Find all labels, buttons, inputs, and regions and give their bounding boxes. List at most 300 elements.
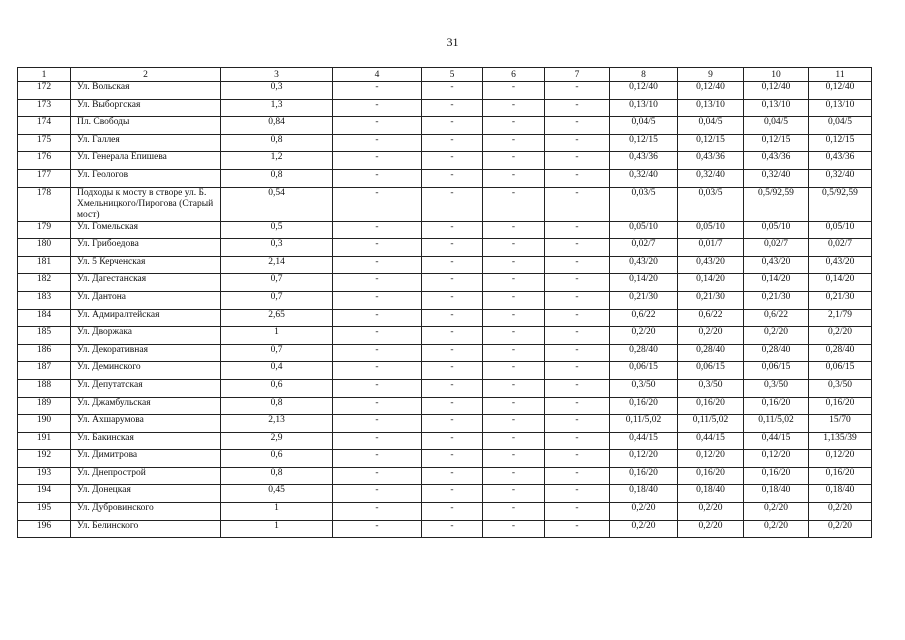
length-value: 0,8 [221,134,333,152]
length-value: 0,8 [221,397,333,415]
column-header-10: 10 [744,68,809,82]
street-name: Ул. Депутатская [71,379,221,397]
table-row [18,99,872,117]
empty-value: - [483,503,545,521]
empty-value: - [422,485,483,503]
empty-value: - [545,450,610,468]
empty-value: - [545,503,610,521]
table-row [18,187,872,221]
ratio-value: 0,12/40 [610,82,678,100]
street-name: Ул. Дубровинского [71,503,221,521]
table-row [18,256,872,274]
row-number: 173 [18,99,71,117]
table-row [18,169,872,187]
length-value: 0,8 [221,467,333,485]
empty-value: - [333,450,422,468]
empty-value: - [545,239,610,257]
ratio-value: 0,12/15 [809,134,872,152]
length-value: 0,6 [221,450,333,468]
ratio-value: 0,04/5 [744,117,809,135]
empty-value: - [422,520,483,538]
empty-value: - [333,256,422,274]
empty-value: - [545,397,610,415]
empty-value: - [422,344,483,362]
ratio-value: 0,2/20 [610,327,678,345]
row-number: 193 [18,467,71,485]
ratio-value: 0,43/20 [610,256,678,274]
column-header-6: 6 [483,68,545,82]
street-name: Подходы к мосту в створе ул. Б. Хмельницкого/Пирогова (Старый мост) [71,187,221,221]
street-name: Ул. Днепрострой [71,467,221,485]
empty-value: - [422,362,483,380]
row-number: 176 [18,152,71,170]
empty-value: - [545,432,610,450]
table-body [18,82,872,538]
empty-value: - [545,362,610,380]
ratio-value: 0,21/30 [610,291,678,309]
ratio-value: 0,06/15 [610,362,678,380]
empty-value: - [422,432,483,450]
empty-value: - [545,117,610,135]
empty-value: - [333,169,422,187]
row-number: 180 [18,239,71,257]
ratio-value: 0,6/22 [678,309,744,327]
table-row [18,362,872,380]
ratio-value: 0,2/20 [678,327,744,345]
column-header-3: 3 [221,68,333,82]
empty-value: - [422,503,483,521]
ratio-value: 0,28/40 [809,344,872,362]
empty-value: - [483,152,545,170]
row-number: 184 [18,309,71,327]
empty-value: - [422,134,483,152]
empty-value: - [483,362,545,380]
empty-value: - [333,327,422,345]
column-header-2: 2 [71,68,221,82]
ratio-value: 0,43/36 [744,152,809,170]
street-name: Ул. Геологов [71,169,221,187]
empty-value: - [333,362,422,380]
empty-value: - [333,291,422,309]
length-value: 1 [221,520,333,538]
street-name: Ул. Донецкая [71,485,221,503]
row-number: 188 [18,379,71,397]
street-name: Ул. Грибоедова [71,239,221,257]
street-name: Ул. Деминского [71,362,221,380]
empty-value: - [483,415,545,433]
row-number: 187 [18,362,71,380]
ratio-value: 1,135/39 [809,432,872,450]
ratio-value: 0,32/40 [678,169,744,187]
row-number: 186 [18,344,71,362]
ratio-value: 0,2/20 [678,520,744,538]
table-row [18,327,872,345]
empty-value: - [545,134,610,152]
ratio-value: 0,12/20 [744,450,809,468]
street-name: Пл. Свободы [71,117,221,135]
ratio-value: 0,05/10 [744,221,809,239]
ratio-value: 0,5/92,59 [809,187,872,221]
street-name: Ул. Генерала Епишева [71,152,221,170]
ratio-value: 0,14/20 [809,274,872,292]
row-number: 183 [18,291,71,309]
header-row [18,68,872,82]
ratio-value: 0,43/36 [809,152,872,170]
street-name: Ул. Дантона [71,291,221,309]
ratio-value: 0,16/20 [610,467,678,485]
data-table [17,67,872,538]
table-row [18,274,872,292]
row-number: 195 [18,503,71,521]
ratio-value: 0,01/7 [678,239,744,257]
empty-value: - [483,256,545,274]
empty-value: - [545,467,610,485]
table-row [18,82,872,100]
ratio-value: 0,44/15 [744,432,809,450]
table-row [18,152,872,170]
ratio-value: 0,2/20 [678,503,744,521]
ratio-value: 0,16/20 [809,467,872,485]
ratio-value: 0,13/10 [610,99,678,117]
row-number: 178 [18,187,71,221]
row-number: 196 [18,520,71,538]
ratio-value: 0,12/15 [744,134,809,152]
ratio-value: 0,02/7 [610,239,678,257]
empty-value: - [483,520,545,538]
row-number: 175 [18,134,71,152]
ratio-value: 0,12/15 [678,134,744,152]
ratio-value: 0,16/20 [744,467,809,485]
length-value: 1,3 [221,99,333,117]
street-name: Ул. Дагестанская [71,274,221,292]
ratio-value: 0,6/22 [744,309,809,327]
empty-value: - [333,309,422,327]
table-row [18,239,872,257]
empty-value: - [545,82,610,100]
table-row [18,379,872,397]
empty-value: - [483,221,545,239]
table-row [18,520,872,538]
ratio-value: 0,06/15 [678,362,744,380]
empty-value: - [422,274,483,292]
ratio-value: 0,21/30 [809,291,872,309]
empty-value: - [422,187,483,221]
row-number: 192 [18,450,71,468]
empty-value: - [545,520,610,538]
column-header-8: 8 [610,68,678,82]
empty-value: - [545,274,610,292]
empty-value: - [483,379,545,397]
street-name: Ул. Димитрова [71,450,221,468]
ratio-value: 0,43/20 [678,256,744,274]
ratio-value: 0,16/20 [678,397,744,415]
ratio-value: 0,2/20 [744,520,809,538]
empty-value: - [333,221,422,239]
empty-value: - [333,344,422,362]
empty-value: - [422,256,483,274]
row-number: 185 [18,327,71,345]
empty-value: - [333,274,422,292]
ratio-value: 0,03/5 [678,187,744,221]
length-value: 0,3 [221,82,333,100]
empty-value: - [483,309,545,327]
street-name: Ул. 5 Керченская [71,256,221,274]
table-row [18,291,872,309]
ratio-value: 2,1/79 [809,309,872,327]
empty-value: - [483,239,545,257]
ratio-value: 0,12/20 [610,450,678,468]
ratio-value: 0,44/15 [678,432,744,450]
ratio-value: 0,2/20 [809,520,872,538]
empty-value: - [422,415,483,433]
empty-value: - [545,99,610,117]
empty-value: - [333,520,422,538]
length-value: 0,3 [221,239,333,257]
empty-value: - [483,134,545,152]
row-number: 179 [18,221,71,239]
length-value: 0,7 [221,291,333,309]
ratio-value: 0,43/20 [809,256,872,274]
ratio-value: 0,12/40 [744,82,809,100]
ratio-value: 0,18/40 [744,485,809,503]
empty-value: - [333,99,422,117]
empty-value: - [545,152,610,170]
row-number: 189 [18,397,71,415]
ratio-value: 0,28/40 [610,344,678,362]
length-value: 0,7 [221,344,333,362]
ratio-value: 0,05/10 [678,221,744,239]
ratio-value: 0,04/5 [678,117,744,135]
row-number: 181 [18,256,71,274]
empty-value: - [545,187,610,221]
empty-value: - [333,503,422,521]
ratio-value: 0,14/20 [610,274,678,292]
empty-value: - [483,450,545,468]
length-value: 2,65 [221,309,333,327]
ratio-value: 0,44/15 [610,432,678,450]
ratio-value: 0,13/10 [744,99,809,117]
empty-value: - [483,274,545,292]
ratio-value: 0,16/20 [610,397,678,415]
empty-value: - [422,467,483,485]
table-row [18,117,872,135]
empty-value: - [333,432,422,450]
length-value: 0,84 [221,117,333,135]
table-row [18,450,872,468]
ratio-value: 0,3/50 [744,379,809,397]
empty-value: - [422,99,483,117]
empty-value: - [333,467,422,485]
empty-value: - [422,117,483,135]
ratio-value: 0,14/20 [678,274,744,292]
empty-value: - [483,467,545,485]
empty-value: - [545,221,610,239]
empty-value: - [483,291,545,309]
empty-value: - [422,309,483,327]
column-header-9: 9 [678,68,744,82]
table-row [18,485,872,503]
street-name: Ул. Гомельская [71,221,221,239]
ratio-value: 0,05/10 [809,221,872,239]
column-header-1: 1 [18,68,71,82]
ratio-value: 0,2/20 [809,327,872,345]
ratio-value: 0,12/15 [610,134,678,152]
table-row [18,309,872,327]
ratio-value: 0,03/5 [610,187,678,221]
row-number: 182 [18,274,71,292]
ratio-value: 0,3/50 [678,379,744,397]
length-value: 0,45 [221,485,333,503]
empty-value: - [333,117,422,135]
street-name: Ул. Выборгская [71,99,221,117]
ratio-value: 0,32/40 [744,169,809,187]
ratio-value: 0,02/7 [744,239,809,257]
empty-value: - [333,239,422,257]
street-name: Ул. Вольская [71,82,221,100]
empty-value: - [422,82,483,100]
ratio-value: 0,2/20 [610,503,678,521]
ratio-value: 0,06/15 [809,362,872,380]
column-header-7: 7 [545,68,610,82]
ratio-value: 0,02/7 [809,239,872,257]
length-value: 1 [221,503,333,521]
empty-value: - [483,397,545,415]
empty-value: - [545,327,610,345]
empty-value: - [545,291,610,309]
empty-value: - [333,152,422,170]
ratio-value: 0,05/10 [610,221,678,239]
table-row [18,397,872,415]
ratio-value: 0,18/40 [610,485,678,503]
ratio-value: 0,12/40 [809,82,872,100]
length-value: 0,8 [221,169,333,187]
empty-value: - [333,415,422,433]
ratio-value: 0,2/20 [610,520,678,538]
ratio-value: 0,21/30 [678,291,744,309]
table-row [18,221,872,239]
street-name: Ул. Белинского [71,520,221,538]
ratio-value: 0,2/20 [744,327,809,345]
table-row [18,134,872,152]
empty-value: - [422,169,483,187]
column-header-4: 4 [333,68,422,82]
empty-value: - [545,309,610,327]
row-number: 172 [18,82,71,100]
empty-value: - [333,485,422,503]
street-name: Ул. Дворжака [71,327,221,345]
ratio-value: 0,3/50 [809,379,872,397]
column-header-11: 11 [809,68,872,82]
ratio-value: 0,43/36 [678,152,744,170]
row-number: 174 [18,117,71,135]
empty-value: - [422,291,483,309]
table-row [18,467,872,485]
ratio-value: 0,11/5,02 [610,415,678,433]
ratio-value: 0,3/50 [610,379,678,397]
ratio-value: 0,18/40 [809,485,872,503]
empty-value: - [483,187,545,221]
empty-value: - [483,117,545,135]
empty-value: - [483,82,545,100]
ratio-value: 0,43/36 [610,152,678,170]
length-value: 2,13 [221,415,333,433]
ratio-value: 0,5/92,59 [744,187,809,221]
ratio-value: 0,12/20 [809,450,872,468]
ratio-value: 0,06/15 [744,362,809,380]
empty-value: - [422,450,483,468]
table-row [18,415,872,433]
ratio-value: 0,12/40 [678,82,744,100]
ratio-value: 0,21/30 [744,291,809,309]
length-value: 1 [221,327,333,345]
ratio-value: 0,16/20 [678,467,744,485]
row-number: 191 [18,432,71,450]
ratio-value: 0,16/20 [744,397,809,415]
empty-value: - [422,397,483,415]
empty-value: - [422,327,483,345]
ratio-value: 0,13/10 [809,99,872,117]
ratio-value: 0,11/5,02 [678,415,744,433]
row-number: 190 [18,415,71,433]
empty-value: - [333,187,422,221]
length-value: 1,2 [221,152,333,170]
ratio-value: 0,12/20 [678,450,744,468]
ratio-value: 0,6/22 [610,309,678,327]
length-value: 0,5 [221,221,333,239]
length-value: 0,6 [221,379,333,397]
ratio-value: 0,43/20 [744,256,809,274]
ratio-value: 0,14/20 [744,274,809,292]
length-value: 2,14 [221,256,333,274]
ratio-value: 0,16/20 [809,397,872,415]
street-name: Ул. Бакинская [71,432,221,450]
empty-value: - [545,344,610,362]
street-name: Ул. Галлея [71,134,221,152]
empty-value: - [545,379,610,397]
empty-value: - [483,432,545,450]
empty-value: - [483,485,545,503]
ratio-value: 0,2/20 [809,503,872,521]
row-number: 177 [18,169,71,187]
empty-value: - [422,221,483,239]
ratio-value: 0,28/40 [678,344,744,362]
empty-value: - [545,256,610,274]
empty-value: - [333,397,422,415]
empty-value: - [483,169,545,187]
ratio-value: 0,32/40 [610,169,678,187]
empty-value: - [422,239,483,257]
table-row [18,503,872,521]
ratio-value: 0,32/40 [809,169,872,187]
empty-value: - [545,169,610,187]
ratio-value: 0,2/20 [744,503,809,521]
empty-value: - [333,379,422,397]
empty-value: - [422,379,483,397]
page-number: 31 [446,35,459,49]
empty-value: - [483,327,545,345]
street-name: Ул. Джамбульская [71,397,221,415]
length-value: 2,9 [221,432,333,450]
length-value: 0,4 [221,362,333,380]
ratio-value: 0,04/5 [809,117,872,135]
ratio-value: 0,11/5,02 [744,415,809,433]
street-name: Ул. Декоративная [71,344,221,362]
column-header-5: 5 [422,68,483,82]
empty-value: - [333,82,422,100]
table-row [18,432,872,450]
ratio-value: 0,18/40 [678,485,744,503]
empty-value: - [483,344,545,362]
